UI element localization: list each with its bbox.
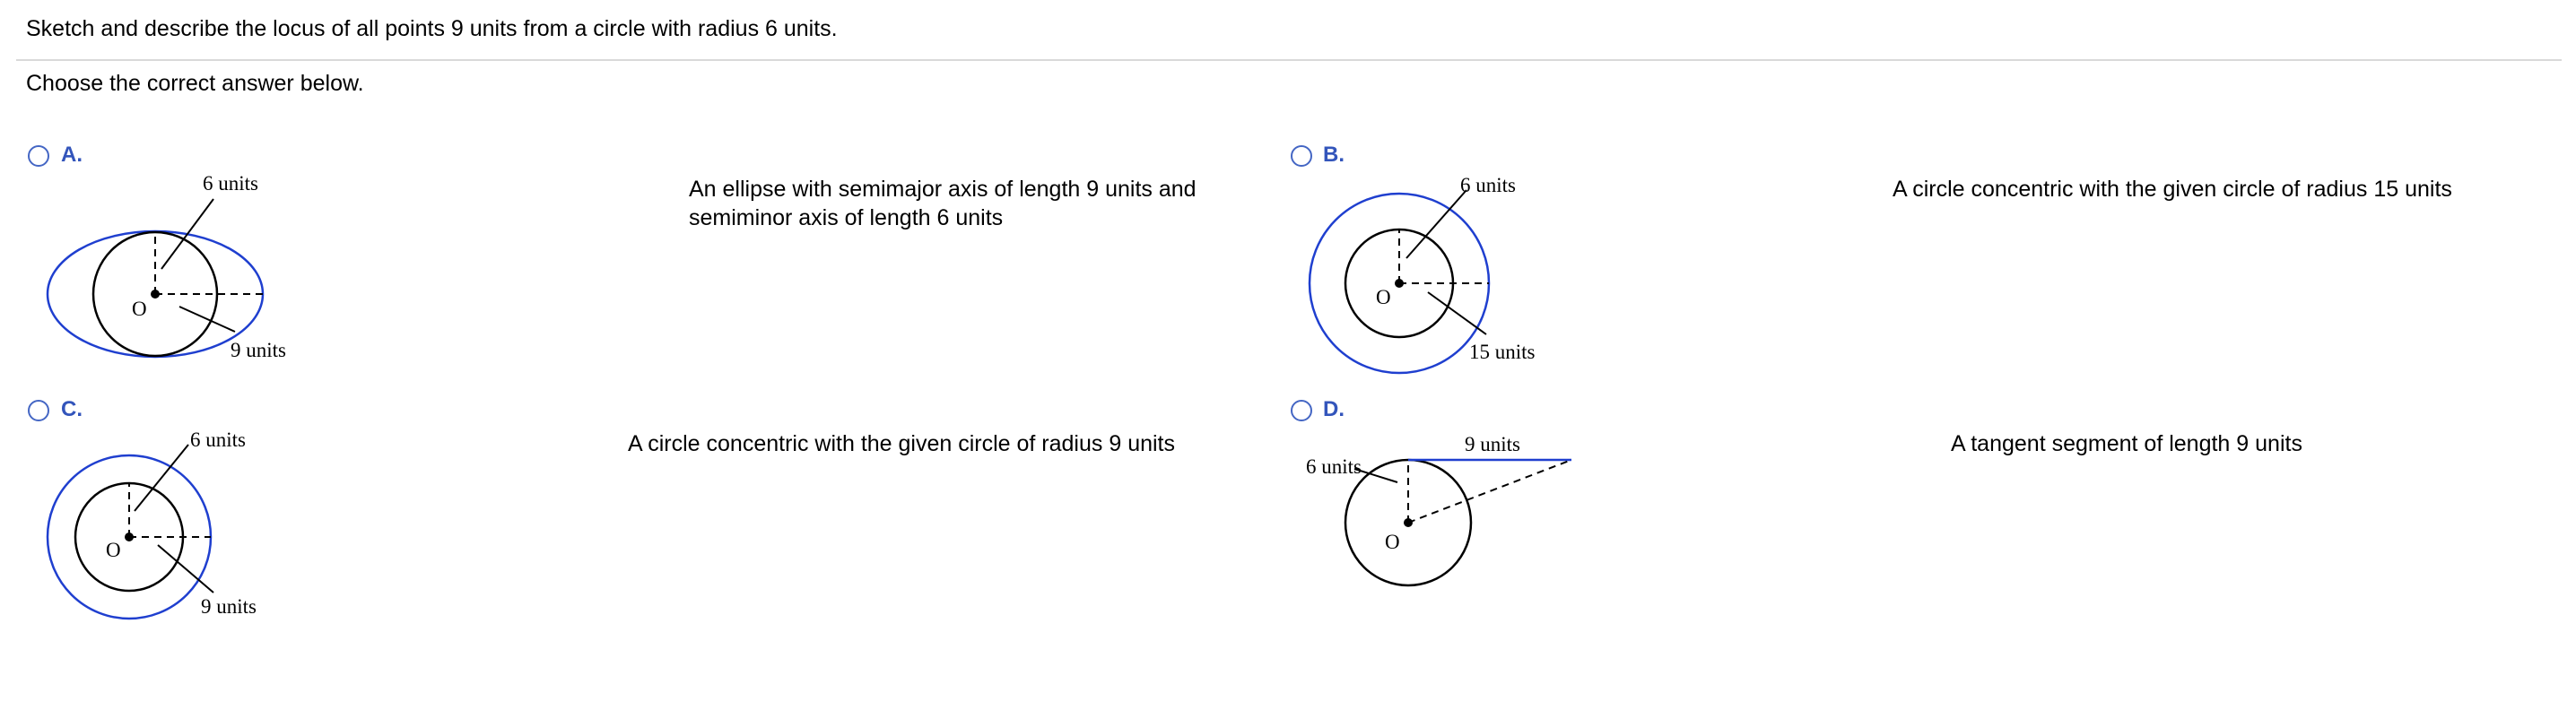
option-c-figure: [0, 425, 323, 658]
option-a[interactable]: [0, 134, 1283, 377]
option-b-figure: [1283, 170, 1606, 403]
instruction-text: Choose the correct answer below.: [26, 71, 364, 96]
option-b[interactable]: [1283, 134, 2565, 377]
label-bottom: 9 units: [201, 595, 257, 618]
option-a-figure: [0, 170, 323, 403]
option-a-description: An ellipse with semimajor axis of length 9 units and semiminor axis of length 6 units: [689, 177, 1197, 230]
label-top: 6 units: [1460, 174, 1516, 196]
option-a-radio[interactable]: [28, 145, 49, 167]
label-top: 6 units: [190, 429, 246, 451]
label-center: O: [132, 298, 147, 320]
leader-bottom: [1428, 292, 1486, 334]
label-top: 6 units: [203, 172, 258, 195]
label-bottom: 9 units: [231, 339, 286, 361]
option-c[interactable]: [0, 389, 1283, 631]
center-point: [151, 290, 160, 299]
option-c-radio[interactable]: [28, 400, 49, 421]
divider: [16, 59, 2562, 61]
option-d-figure: [1283, 425, 1641, 658]
option-a-letter: A.: [61, 143, 83, 167]
label-top: 9 units: [1465, 433, 1520, 455]
center-point: [1404, 518, 1413, 527]
center-point: [1395, 279, 1404, 288]
label-center: O: [1376, 286, 1391, 308]
label-bottom: 15 units: [1469, 341, 1536, 363]
leader-top: [135, 445, 188, 511]
option-d-letter: D.: [1323, 397, 1345, 421]
option-b-radio[interactable]: [1291, 145, 1312, 167]
option-d[interactable]: [1283, 389, 2565, 631]
label-center: O: [106, 539, 121, 561]
dashed-hypotenuse: [1408, 460, 1571, 523]
center-point: [125, 532, 134, 541]
option-b-letter: B.: [1323, 143, 1345, 167]
label-center: O: [1385, 531, 1400, 553]
option-c-description: A circle concentric with the given circle of radius 9 units: [628, 431, 1175, 456]
option-d-radio[interactable]: [1291, 400, 1312, 421]
question-text: Sketch and describe the locus of all points 9 units from a circle with radius 6 units.: [26, 16, 838, 41]
leader-top: [1406, 190, 1466, 258]
option-d-description: A tangent segment of length 9 units: [1951, 431, 2302, 456]
label-side: 6 units: [1306, 455, 1362, 478]
option-b-description: A circle concentric with the given circle of radius 15 units: [1893, 177, 2452, 202]
option-c-letter: C.: [61, 397, 83, 421]
